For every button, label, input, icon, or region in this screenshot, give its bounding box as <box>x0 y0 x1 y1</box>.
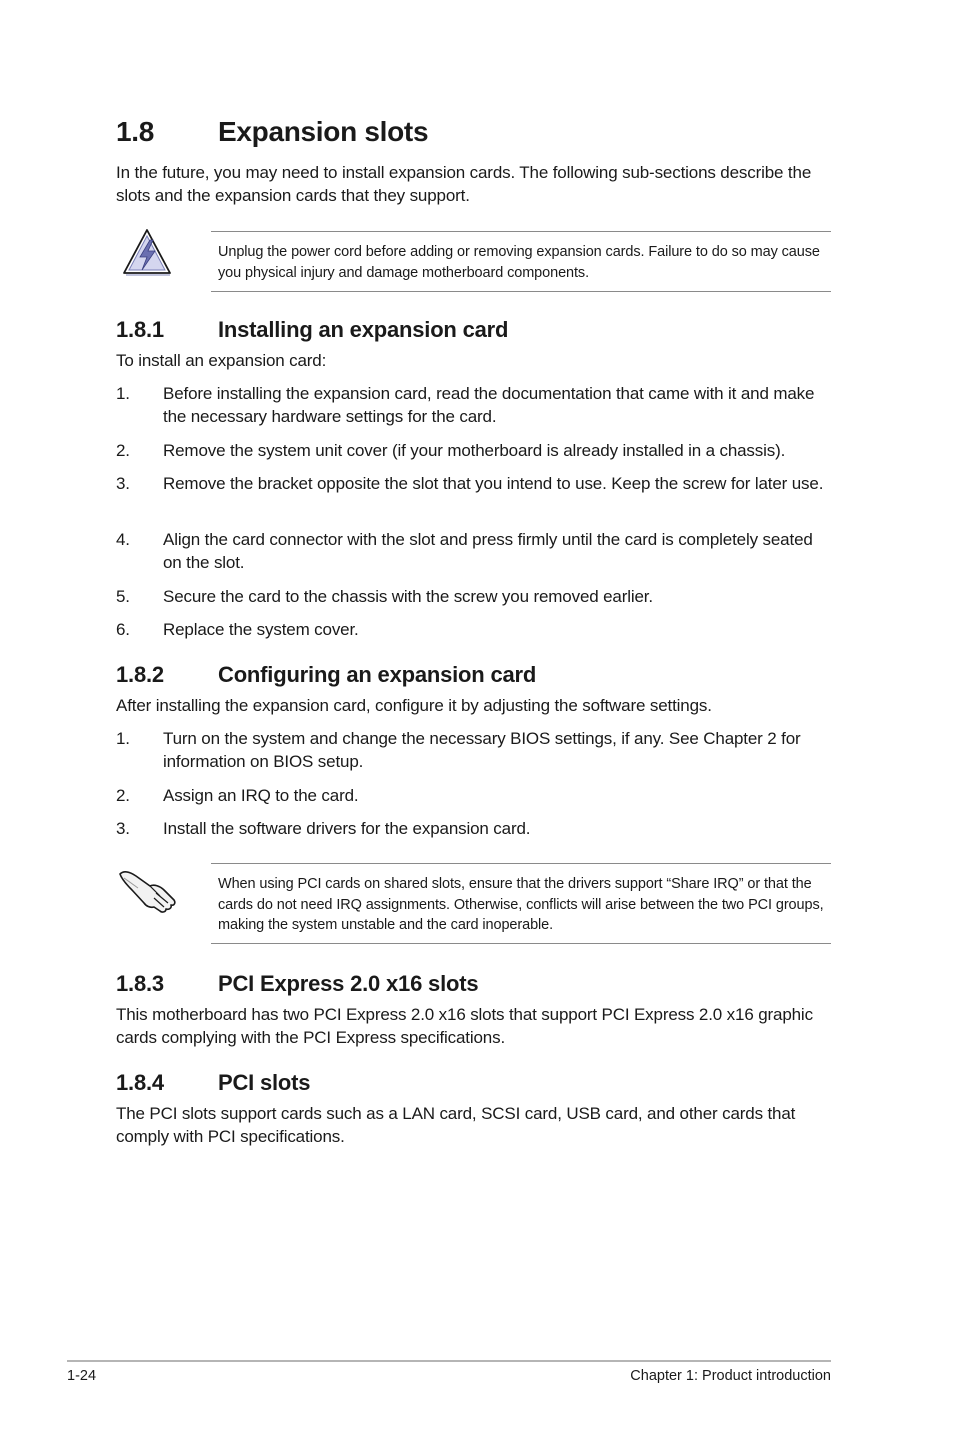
list-item-text: Replace the system cover. <box>163 620 359 639</box>
list-item-number: 1. <box>116 729 130 748</box>
subsection-title: PCI Express 2.0 x16 slots <box>218 971 479 996</box>
subsection-number: 1.8.2 <box>116 662 164 687</box>
subsection-title: Configuring an expansion card <box>218 662 537 687</box>
list-item-number: 1. <box>116 384 130 403</box>
note-top-rule <box>211 231 831 232</box>
note-top-rule <box>211 863 831 864</box>
list-item-text: Remove the bracket opposite the slot that you intend to use. Keep the screw for later use. <box>163 474 824 493</box>
footer-rule <box>67 1360 831 1362</box>
list-item-number: 5. <box>116 587 130 606</box>
subsection-title: PCI slots <box>218 1070 311 1095</box>
subsection-body: This motherboard has two PCI Express 2.0 x16 slots that support PCI Express 2.0 x16 graphic cards complying with the PCI Express specifications. <box>116 1005 813 1047</box>
warning-note-text: Unplug the power cord before adding or removing expansion cards. Failure to do so may cause you physical injury and damage motherboard components. <box>218 244 820 281</box>
list-item-text: Secure the card to the chassis with the screw you removed earlier. <box>163 587 653 606</box>
note-bottom-rule <box>211 943 831 944</box>
list-item-number: 2. <box>116 441 130 460</box>
note-bottom-rule <box>211 291 831 292</box>
list-item-number: 4. <box>116 530 130 549</box>
subsection-lead: After installing the expansion card, configure it by adjusting the software settings. <box>116 696 712 715</box>
section-number: 1.8 <box>116 116 155 147</box>
subsection-title: Installing an expansion card <box>218 317 509 342</box>
tip-note-text: When using PCI cards on shared slots, ensure that the drivers support “Share IRQ” or that the cards do not need IRQ assignments. Otherwise, conflicts will arise between the two PCI groups, making the system unstable and the card inoperable. <box>218 876 824 933</box>
warning-triangle-lightning-icon <box>120 226 174 278</box>
subsection-number: 1.8.1 <box>116 317 164 342</box>
list-item-text: Align the card connector with the slot and press firmly until the card is completely seated on the slot. <box>163 530 813 572</box>
list-item-text: Assign an IRQ to the card. <box>163 786 359 805</box>
subsection-number: 1.8.4 <box>116 1070 164 1095</box>
footer-page-number: 1-24 <box>67 1368 97 1384</box>
section-intro: In the future, you may need to install expansion cards. The following sub-sections describe the slots and the expansion cards that they support. <box>116 163 812 205</box>
subsection-lead: To install an expansion card: <box>116 351 327 370</box>
list-item-number: 3. <box>116 474 130 493</box>
list-item-text: Turn on the system and change the necessary BIOS settings, if any. See Chapter 2 for information on BIOS setup. <box>163 729 801 771</box>
footer-chapter: Chapter 1: Product introduction <box>630 1368 831 1384</box>
list-item-text: Remove the system unit cover (if your motherboard is already installed in a chassis). <box>163 441 786 460</box>
list-item-number: 2. <box>116 786 130 805</box>
section-title: Expansion slots <box>218 116 429 147</box>
pointing-hand-icon <box>116 860 180 916</box>
list-item-number: 3. <box>116 819 130 838</box>
subsection-number: 1.8.3 <box>116 971 164 996</box>
subsection-body: The PCI slots support cards such as a LAN card, SCSI card, USB card, and other cards that comply with PCI specifications. <box>116 1104 796 1146</box>
list-item-text: Before installing the expansion card, read the documentation that came with it and make the necessary hardware settings for the card. <box>163 384 815 426</box>
list-item-text: Install the software drivers for the expansion card. <box>163 819 531 838</box>
list-item-number: 6. <box>116 620 130 639</box>
